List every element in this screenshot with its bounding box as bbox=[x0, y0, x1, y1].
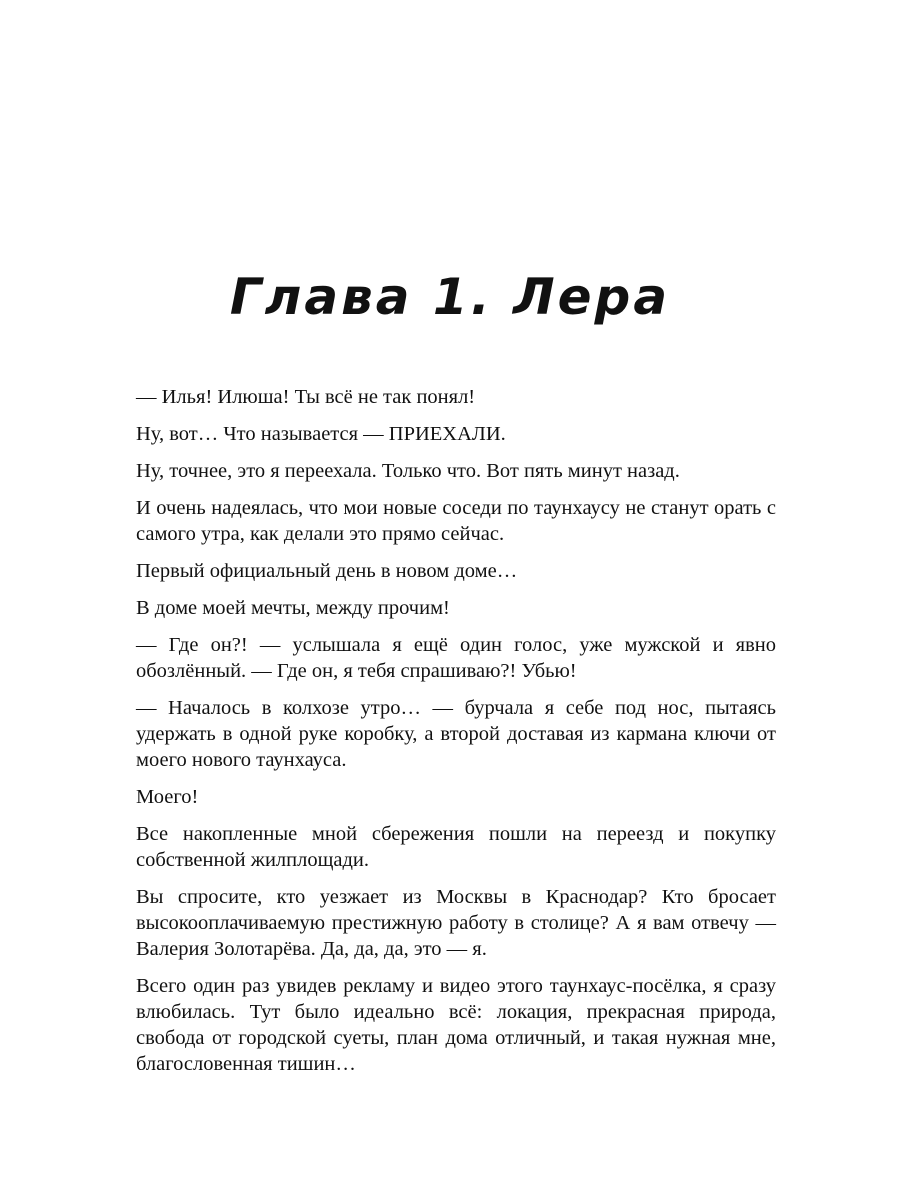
chapter-text bbox=[136, 384, 776, 1088]
paragraph: Всего один раз увидев рекламу и видео этого таунхаус-посёлка, я сразу влюбилась. Тут было идеально всё: локация, прекрасная природа, свобода от городской суеты, план дома отличный, и такая нужная мне, благословенная тишин… bbox=[136, 975, 776, 1075]
paragraph: — Где он?! — услышала я ещё один голос, уже мужской и явно обозлённый. — Где он, я тебя спрашиваю?! Убью! bbox=[136, 634, 776, 682]
paragraph: Первый официальный день в новом доме… bbox=[136, 560, 518, 582]
chapter-title: Глава 1. Лера bbox=[229, 268, 671, 326]
paragraph: В доме моей мечты, между прочим! bbox=[136, 597, 450, 619]
paragraph: Вы спросите, кто уезжает из Москвы в Краснодар? Кто бросает высокооплачиваемую престижную работу в столице? А я вам отвечу — Валерия Золотарёва. Да, да, да, это — я. bbox=[136, 886, 776, 960]
paragraph: Все накопленные мной сбережения пошли на переезд и покупку собственной жилплощади. bbox=[136, 823, 776, 871]
paragraph: — Началось в колхозе утро… — бурчала я себе под нос, пытаясь удержать в одной руке коробку, а второй доставая из кармана ключи от моего нового таунхауса. bbox=[136, 697, 776, 771]
paragraph: Моего! bbox=[136, 786, 199, 808]
paragraph: И очень надеялась, что мои новые соседи по таунхаусу не станут орать с самого утра, как делали это прямо сейчас. bbox=[136, 497, 776, 545]
paragraph: Ну, точнее, это я переехала. Только что. Вот пять минут назад. bbox=[136, 460, 680, 482]
paragraph: — Илья! Илюша! Ты всё не так понял! bbox=[136, 386, 476, 408]
paragraph: Ну, вот… Что называется — ПРИЕХАЛИ. bbox=[136, 423, 506, 445]
